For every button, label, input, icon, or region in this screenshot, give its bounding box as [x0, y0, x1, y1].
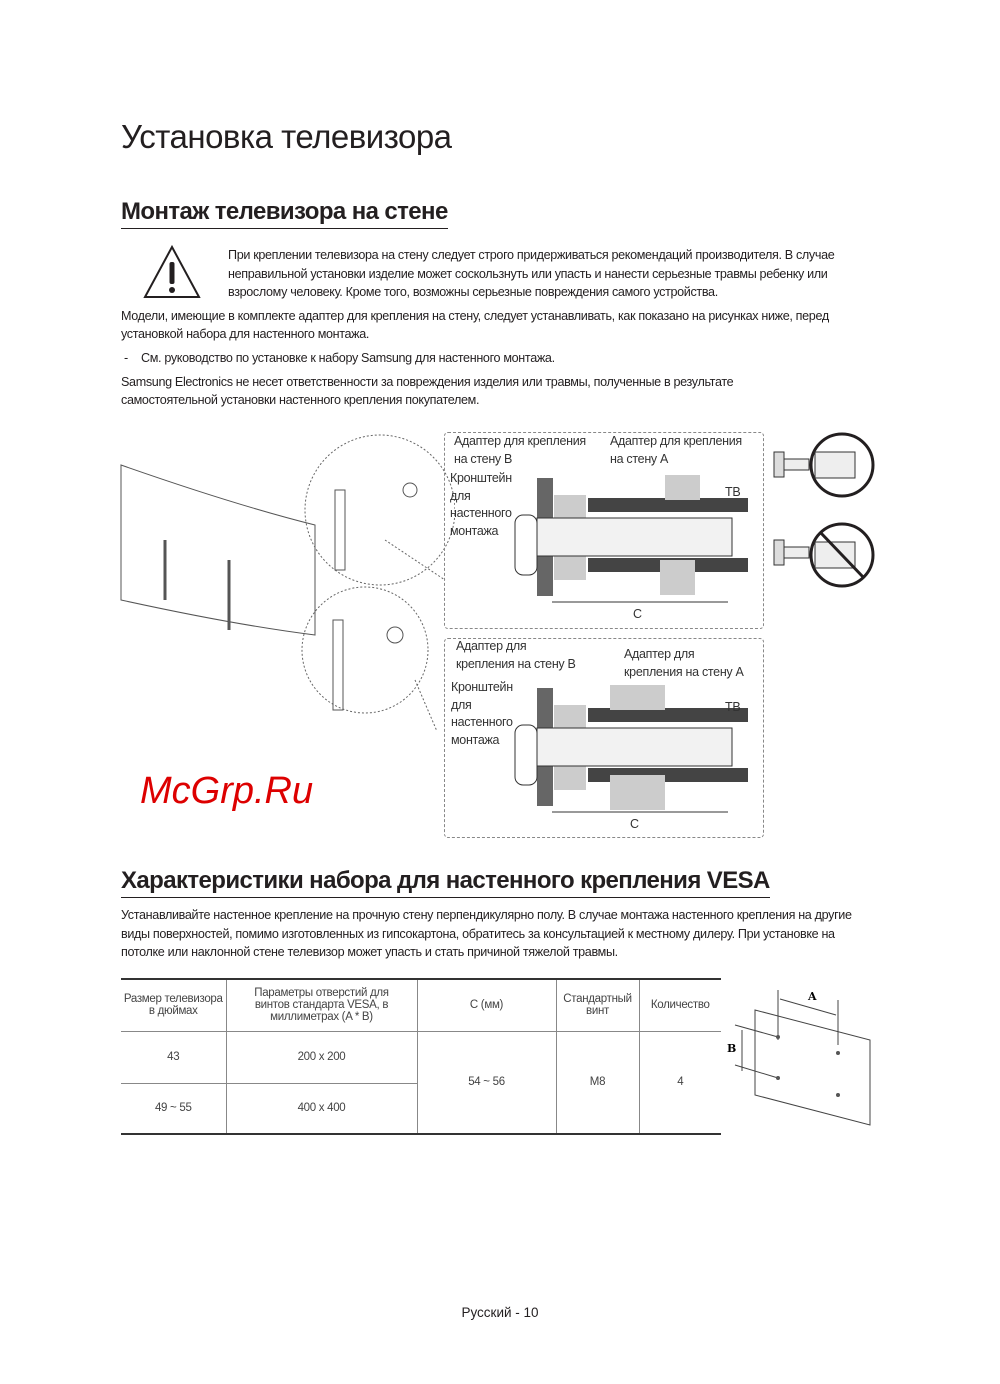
warning-text: При креплении телевизора на стену следует строго придерживаться рекомендаций производителя. В случае неправильной установки изделие может соскользнуть или упасть и нанести серьезные травмы ребенку или взрослому человеку. Кроме того, возможны серьезные повреждения самого устройства. [228, 248, 835, 300]
tv-back-illustration [115, 430, 455, 730]
cell-vesa: 200 x 200 [226, 1031, 417, 1083]
vesa-dimension-illustration [725, 985, 880, 1130]
table-row [121, 1031, 721, 1083]
section1-text [121, 246, 866, 410]
vesa-label-b: B [727, 1042, 737, 1055]
cell-size: 49 ~ 55 [121, 1083, 226, 1134]
cell-size: 43 [121, 1031, 226, 1083]
label-adapter-b-bottom: Адаптер для крепления на стену B [456, 639, 576, 671]
paragraph-vesa: Устанавливайте настенное крепление на прочную стену перпендикулярно полу. В случае монтажа настенного крепления на другие виды поверхностей, помимо изготовленных из гипсокартона, обратитесь за консультацией к местному дилеру. При установке на потолке или наклонной стене телевизор может упасть и стать причиной тяжелой травмы. [121, 908, 852, 960]
section-heading-wall-mount: Монтаж телевизора на стене [121, 198, 448, 229]
vesa-label-a: A [808, 990, 817, 1003]
label-c-bottom: C [630, 817, 639, 831]
label-c-top: C [633, 607, 642, 621]
label-tv-bottom: ТВ [725, 700, 741, 714]
bullet-item [121, 349, 866, 368]
header-screw: Стандартный винт [556, 979, 639, 1031]
header-quantity: Количество [639, 979, 721, 1031]
label-tv-top: ТВ [725, 485, 741, 499]
label-adapter-a-bottom: Адаптер для крепления на стену A [624, 647, 744, 679]
paragraph-liability: Samsung Electronics не несет ответственности за повреждения изделия или травмы, полученные в результате самостоятельной установки настенного крепления покупателем. [121, 374, 734, 408]
label-adapter-a-top: Адаптер для крепления на стену A [610, 434, 742, 466]
cell-vesa: 400 x 400 [226, 1083, 417, 1134]
header-c: C (мм) [417, 979, 556, 1031]
bullet-dash: - [124, 350, 128, 365]
vesa-table [121, 978, 721, 1135]
bolt-cross-section-bottom [510, 680, 750, 830]
screw-correct-and-incorrect-icons [770, 432, 875, 592]
label-bracket-top: Кронштейн для настенного монтажа [450, 471, 512, 538]
paragraph-adapter: Модели, имеющие в комплекте адаптер для крепления на стену, следует устанавливать, как показано на рисунках ниже, перед установкой набора для настенного монтажа. [121, 308, 829, 342]
bolt-cross-section-top [510, 470, 750, 620]
label-bracket-bottom: Кронштейн для настенного монтажа [451, 680, 513, 747]
cell-c: 54 ~ 56 [417, 1031, 556, 1134]
section-heading-vesa: Характеристики набора для настенного крепления VESA [121, 867, 770, 898]
header-tv-size: Размер телевизора в дюймах [121, 979, 226, 1031]
bullet-text: См. руководство по установке к набору Samsung для настенного монтажа. [141, 350, 555, 365]
cell-quantity: 4 [639, 1031, 721, 1134]
page-title: Установка телевизора [121, 118, 452, 155]
label-adapter-b-top: Адаптер для крепления на стену B [454, 434, 586, 466]
header-vesa: Параметры отверстий для винтов стандарта VESA, в миллиметрах (A * B) [226, 979, 417, 1031]
watermark: McGrp.Ru [140, 770, 314, 812]
cell-screw: M8 [556, 1031, 639, 1134]
page-footer: Русский - 10 [461, 1305, 539, 1320]
